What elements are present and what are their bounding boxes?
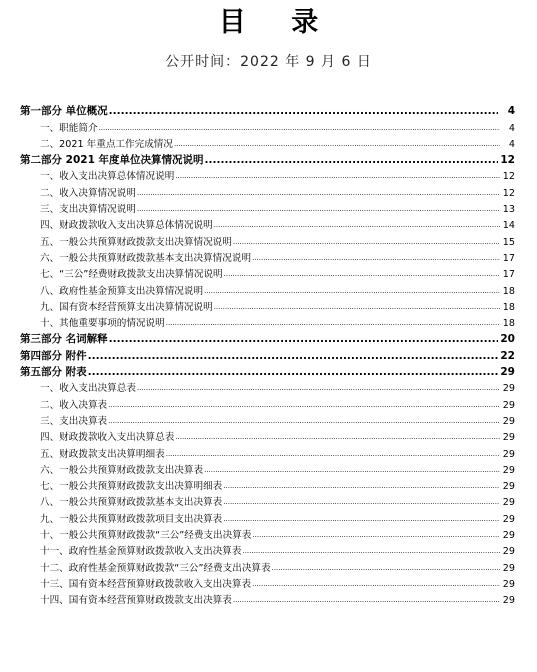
toc-dot-leader	[223, 512, 500, 527]
toc-entry-label: 九、一般公共预算财政拨款项目支出决算表	[40, 513, 223, 525]
toc-entry-label: 一、收入支出决算总表	[40, 383, 136, 395]
toc-page-number: 29	[502, 497, 515, 509]
toc-page-number: 12	[502, 171, 515, 183]
toc-entry-label: 六、一般公共预算财政拨款支出决算表	[40, 464, 204, 476]
toc-subsection-entry[interactable]	[20, 201, 515, 217]
toc-entry-label: 第一部分 单位概况	[20, 105, 108, 118]
toc-subsection-entry[interactable]	[20, 543, 515, 559]
toc-dot-leader	[137, 186, 500, 201]
toc-subsection-entry[interactable]	[20, 315, 515, 331]
toc-entry-label: 十二、政府性基金预算财政拨款“三公”经费支出决算表	[40, 562, 271, 574]
toc-entry-label: 五、一般公共预算财政拨款支出决算情况说明	[40, 236, 232, 248]
toc-subsection-entry[interactable]	[20, 494, 515, 510]
publish-date: 公开时间：2022 年 9 月 6 日	[165, 54, 372, 70]
toc-page-number: 20	[500, 333, 515, 346]
toc-dot-leader	[137, 381, 500, 396]
toc-entry-label: 十一、政府性基金预算财政拨款收入支出决算表	[40, 546, 242, 558]
toc-entry-label: 四、财政拨款收入支出决算总表	[40, 432, 175, 444]
toc-page-number: 29	[502, 546, 515, 558]
toc-subsection-entry[interactable]	[20, 527, 515, 543]
toc-section-entry[interactable]	[20, 152, 515, 168]
toc-dot-leader	[252, 251, 500, 266]
toc-section-entry[interactable]	[20, 347, 515, 363]
toc-subsection-entry[interactable]	[20, 217, 515, 233]
toc-dot-leader	[224, 267, 500, 282]
toc-page-number: 22	[500, 349, 515, 362]
toc-entry-label: 一、收入支出决算总体情况说明	[40, 171, 175, 183]
page-title: 目 录	[218, 7, 337, 38]
toc-subsection-entry[interactable]	[20, 413, 515, 429]
toc-dot-leader	[137, 202, 500, 217]
toc-entry-label: 七、“三公”经费财政拨款支出决算情况说明	[40, 269, 223, 281]
toc-page-number: 29	[500, 366, 515, 379]
toc-entry-label: 三、支出决算表	[40, 415, 108, 427]
toc-section-entry[interactable]	[20, 331, 515, 347]
toc-page-number: 13	[502, 204, 515, 216]
toc-page-number: 29	[502, 481, 515, 493]
toc-page-number: 14	[502, 220, 515, 232]
toc-entry-label: 第四部分 附件	[20, 349, 87, 362]
toc-entry-label: 十四、国有资本经营预算财政拨款支出决算表	[40, 595, 232, 607]
toc-entry-label: 九、国有资本经营预算支出决算情况说明	[40, 301, 213, 313]
toc-dot-leader	[99, 121, 500, 136]
toc-subsection-entry[interactable]	[20, 559, 515, 575]
toc-dot-leader	[223, 495, 500, 510]
toc-page-number: 18	[502, 285, 515, 297]
toc-dot-leader	[233, 235, 500, 250]
toc-entry-label: 三、支出决算情况说明	[40, 204, 136, 216]
toc-entry-label: 第三部分 名词解释	[20, 333, 108, 346]
toc-page-number: 29	[502, 530, 515, 542]
toc-subsection-entry[interactable]	[20, 445, 515, 461]
toc-entry-label: 五、财政拨款支出决算明细表	[40, 448, 165, 460]
toc-entry-label: 二、收入决算情况说明	[40, 187, 136, 199]
toc-entry-label: 二、收入决算表	[40, 399, 108, 411]
toc-dot-leader	[233, 593, 500, 608]
toc-subsection-entry[interactable]	[20, 250, 515, 266]
toc-dot-leader	[223, 479, 500, 494]
toc-dot-leader	[214, 218, 500, 233]
toc-dot-leader	[252, 577, 500, 592]
toc-entry-label: 八、政府性基金预算支出决算情况说明	[40, 285, 204, 297]
toc-page-number: 29	[502, 464, 515, 476]
toc-dot-leader	[88, 349, 498, 364]
toc-subsection-entry[interactable]	[20, 396, 515, 412]
toc-dot-leader	[175, 430, 500, 445]
toc-subsection-entry[interactable]	[20, 266, 515, 282]
toc-dot-leader	[174, 137, 500, 152]
toc-subsection-entry[interactable]	[20, 184, 515, 200]
toc-entry-label: 第五部分 附表	[20, 366, 87, 379]
toc-page-number: 29	[502, 578, 515, 590]
toc-dot-leader	[166, 316, 500, 331]
toc-page-number: 29	[502, 513, 515, 525]
toc-subsection-entry[interactable]	[20, 168, 515, 184]
toc-dot-leader	[205, 153, 498, 168]
toc-entry-label: 六、一般公共预算财政拨款基本支出决算情况说明	[40, 252, 252, 264]
toc-dot-leader	[109, 332, 498, 347]
toc-subsection-entry[interactable]	[20, 136, 515, 152]
toc-dot-leader	[204, 463, 500, 478]
toc-page-number: 29	[502, 448, 515, 460]
toc-page-number: 17	[502, 252, 515, 264]
toc-subsection-entry[interactable]	[20, 299, 515, 315]
toc-dot-leader	[272, 561, 500, 576]
toc-subsection-entry[interactable]	[20, 119, 515, 135]
toc-dot-leader	[252, 528, 500, 543]
table-of-contents	[20, 103, 515, 608]
toc-section-entry[interactable]	[20, 103, 515, 119]
toc-page-number: 18	[502, 318, 515, 330]
toc-page-number: 17	[502, 269, 515, 281]
toc-dot-leader	[166, 447, 500, 462]
toc-entry-label: 四、财政拨款收入支出决算总体情况说明	[40, 220, 213, 232]
toc-dot-leader	[88, 365, 498, 380]
toc-dot-leader	[109, 104, 498, 119]
toc-page-number: 12	[502, 187, 515, 199]
toc-entry-label: 一、职能简介	[40, 122, 98, 134]
toc-entry-label: 八、一般公共预算财政拨款基本支出决算表	[40, 497, 223, 509]
toc-dot-leader	[108, 414, 500, 429]
toc-dot-leader	[214, 300, 500, 315]
toc-subsection-entry[interactable]	[20, 478, 515, 494]
toc-page-number: 4	[507, 105, 515, 118]
toc-section-entry[interactable]	[20, 364, 515, 380]
toc-dot-leader	[108, 398, 500, 413]
toc-page-number: 18	[502, 301, 515, 313]
toc-subsection-entry[interactable]	[20, 282, 515, 298]
toc-page-number: 29	[502, 432, 515, 444]
toc-entry-label: 十、一般公共预算财政拨款“三公”经费支出决算表	[40, 530, 252, 542]
toc-subsection-entry[interactable]	[20, 576, 515, 592]
toc-subsection-entry[interactable]	[20, 510, 515, 526]
toc-subsection-entry[interactable]	[20, 462, 515, 478]
toc-dot-leader	[204, 284, 500, 299]
toc-dot-leader	[242, 544, 500, 559]
toc-entry-label: 十三、国有资本经营预算财政拨款收入支出决算表	[40, 578, 252, 590]
toc-subsection-entry[interactable]	[20, 429, 515, 445]
toc-page-number: 29	[502, 383, 515, 395]
toc-subsection-entry[interactable]	[20, 233, 515, 249]
toc-page-number: 29	[502, 562, 515, 574]
toc-entry-label: 二、2021 年重点工作完成情况	[40, 138, 173, 150]
toc-entry-label: 第二部分 2021 年度单位决算情况说明	[20, 154, 204, 167]
toc-subsection-entry[interactable]	[20, 380, 515, 396]
toc-entry-label: 七、一般公共预算财政拨款支出决算明细表	[40, 481, 223, 493]
toc-page-number: 29	[502, 595, 515, 607]
toc-page-number: 12	[500, 154, 515, 167]
toc-page-number: 4	[508, 122, 515, 134]
toc-entry-label: 十、其他重要事项的情况说明	[40, 318, 165, 330]
toc-page-number: 4	[508, 138, 515, 150]
toc-subsection-entry[interactable]	[20, 592, 515, 608]
toc-page-number: 29	[502, 415, 515, 427]
toc-page-number: 15	[502, 236, 515, 248]
toc-page-number: 29	[502, 399, 515, 411]
toc-dot-leader	[175, 169, 500, 184]
